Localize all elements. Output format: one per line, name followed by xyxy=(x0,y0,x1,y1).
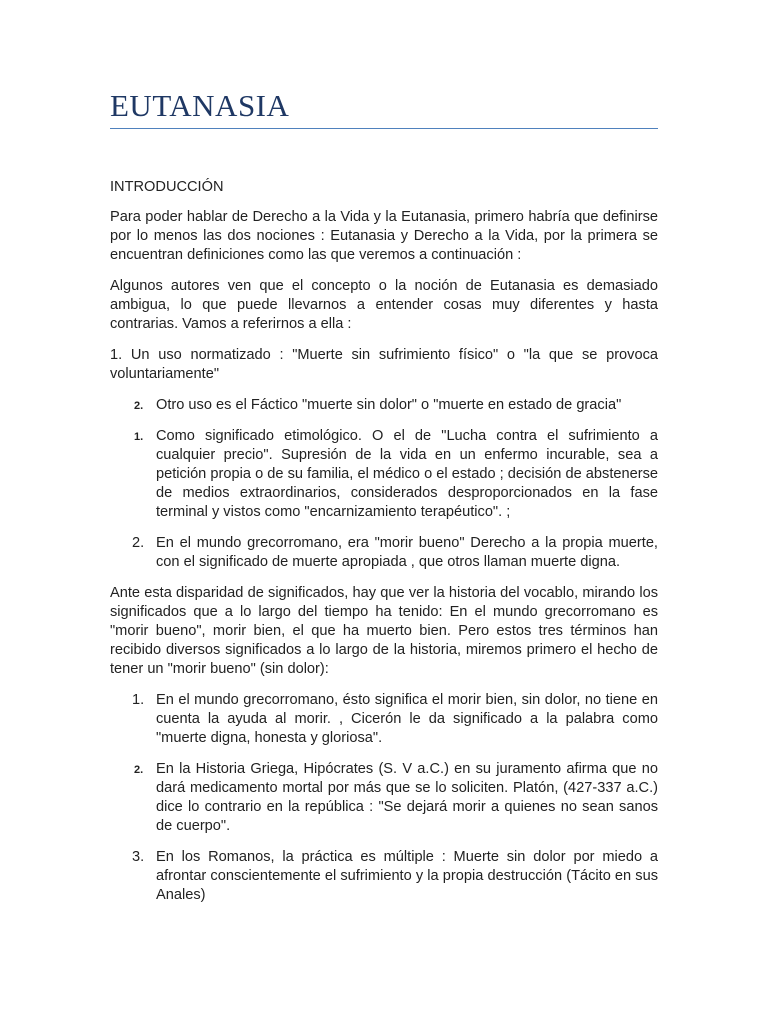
list-number: 2. xyxy=(132,535,145,551)
list-item xyxy=(110,691,658,748)
list-item xyxy=(110,534,658,572)
list-item-text: En el mundo grecorromano, ésto significa el morir bien, sin dolor, no tiene en cuenta la ayuda al morir. , Cicerón le da significado a la palabra como "muerte digna, honesta y gloriosa". xyxy=(156,692,658,746)
list-item xyxy=(110,396,658,415)
list-number: 1. xyxy=(132,692,145,708)
list-item-text: En los Romanos, la práctica es múltiple : Muerte sin dolor por miedo a afrontar conscientemente el sufrimiento y la propia destrucción (Tácito en sus Anales) xyxy=(156,849,658,903)
list-item-text: En el mundo grecorromano, era "morir bueno" Derecho a la propia muerte, con el significado de muerte apropiada , que otros llaman muerte digna. xyxy=(156,535,658,570)
paragraph: Ante esta disparidad de significados, hay que ver la historia del vocablo, mirando los significados que a lo largo del tiempo ha tenido: En el mundo grecorromano es "morir bueno", morir bien, el que ha muerto bien. Pero estos tres términos han recibido diversos significados a lo largo de la historia, miremos primero el hecho de tener un "morir bueno" (sin dolor): xyxy=(110,585,658,677)
list-item-text: En la Historia Griega, Hipócrates (S. V a.C.) en su juramento afirma que no dará medicamento mortal por más que se lo soliciten. Platón, (427-337 a.C.) dice lo contrario en la república : "Se dejará morir a quienes no sean sanos de cuerpo". xyxy=(156,761,658,834)
list-number: 2. xyxy=(134,764,144,776)
paragraph: Para poder hablar de Derecho a la Vida y la Eutanasia, primero habría que definirse por lo menos las dos nociones : Eutanasia y Derecho a la Vida, por la primera se encuentran definiciones como las que veremos a continuación : xyxy=(110,209,658,263)
section-heading: INTRODUCCIÓN xyxy=(110,179,224,195)
list-item xyxy=(110,427,658,522)
list-number: 2. xyxy=(134,400,144,412)
list-item xyxy=(110,848,658,905)
list-item-text: Otro uso es el Fáctico "muerte sin dolor" o "muerte en estado de gracia" xyxy=(156,397,622,413)
list-item xyxy=(110,760,658,836)
list-number: 3. xyxy=(132,849,145,865)
list-item-text: Como significado etimológico. O el de "Lucha contra el sufrimiento a cualquier precio". Supresión de la vida en un enfermo incurable, sea a petición propia o de su familia, el médico o el estado ; decisión de abstenerse de medios extraordinarios, considerados desproporcionados en la fase terminal y vistos como "encarnizamiento terapéutico". ; xyxy=(156,428,658,520)
paragraph: 1. Un uso normatizado : "Muerte sin sufrimiento físico" o "la que se provoca voluntariamente" xyxy=(110,347,658,382)
list-number: 1. xyxy=(134,431,144,443)
document-title: EUTANASIA xyxy=(110,88,290,123)
title-underline xyxy=(110,128,658,129)
document-body xyxy=(110,178,658,917)
paragraph: Algunos autores ven que el concepto o la noción de Eutanasia es demasiado ambigua, lo que puede llevarnos a entender cosas muy diferentes y hasta contrarias. Vamos a referirnos a ella : xyxy=(110,278,658,332)
